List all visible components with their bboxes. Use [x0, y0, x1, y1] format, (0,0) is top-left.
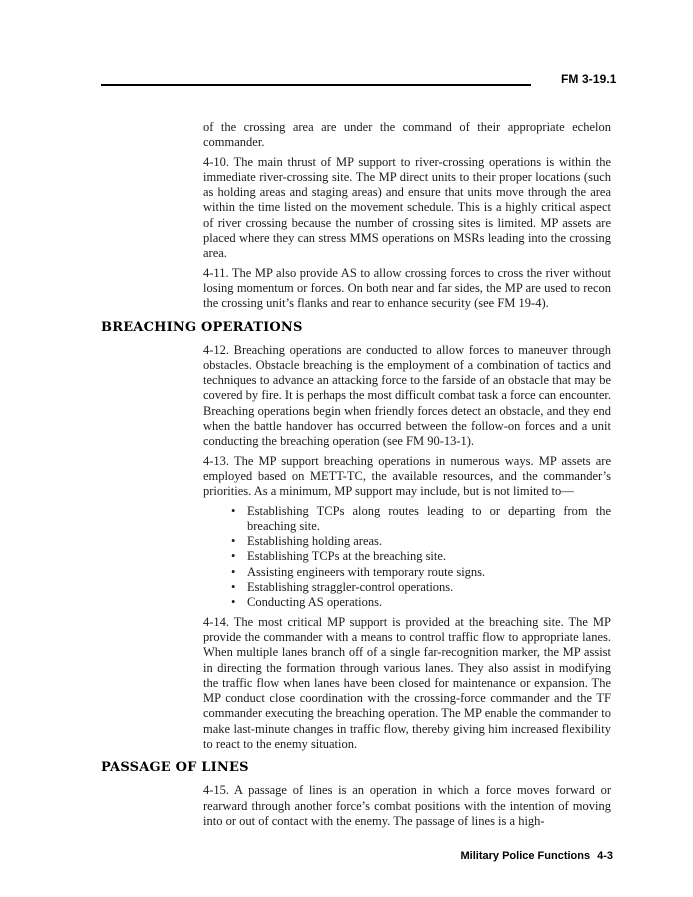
bullet-icon: •	[231, 503, 236, 518]
section-heading-breaching-operations: BREACHING OPERATIONS	[101, 319, 303, 335]
list-item-text: Establishing TCPs at the breaching site.	[247, 549, 447, 564]
section-heading-passage-of-lines: PASSAGE OF LINES	[101, 760, 249, 776]
paragraph-4-13: 4-13. The MP support breaching operations in numerous ways. MP assets are employed based on METT-TC, the available resources, and the commander’s priorities. As a minimum, MP support may include, but is not limited to—	[203, 453, 611, 499]
footer-section-title: Military Police Functions	[460, 850, 591, 862]
list-item-text: Establishing straggler-control operations.	[247, 580, 454, 595]
page-footer	[461, 850, 613, 862]
paragraph-4-12: 4-12. Breaching operations are conducted to allow forces to maneuver through obstacles. Obstacle breaching is the employment of a combination of tactics and techniques to advance an attacking force to the farside of an obstacle that may be covered by fire. It is perhaps the most difficult combat task a force can encounter. Breaching operations begin when friendly forces detect an obstacle, and they end when the battle handover has occurred between the follow-on forces and a unit conducting the breaching operation (see FM 90-13-1).	[203, 342, 611, 449]
list-item-text: Assisting engineers with temporary route signs.	[247, 564, 486, 579]
list-item-text: Establishing TCPs along routes leading to or departing from the breaching site.	[247, 503, 611, 533]
list-item	[203, 504, 611, 535]
list-item-text: Establishing holding areas.	[247, 534, 383, 549]
list-item	[203, 565, 611, 580]
paragraph-continuation: of the crossing area are under the command of their appropriate echelon commander.	[203, 120, 611, 150]
list-item	[203, 580, 611, 595]
list-item	[203, 534, 611, 549]
paragraph-4-10: 4-10. The main thrust of MP support to river-crossing operations is within the immediate river-crossing site. The MP direct units to their proper locations (such as holding areas and staging areas) and ensure that units move through the area within the time listed on the movement schedule. This is a highly critical aspect of river crossing because the number of crossing sites is limited. MP assets are placed where they can stress MMS operations on MSRs leading into the crossing area.	[203, 154, 611, 261]
bullet-icon: •	[231, 534, 236, 549]
paragraph-4-11: 4-11. The MP also provide AS to allow crossing forces to cross the river without losing momentum or forces. On both near and far sides, the MP are used to recon the crossing unit’s flanks and rear to enhance security (see FM 19-4).	[203, 265, 611, 311]
list-item-text: Conducting AS operations.	[247, 595, 383, 610]
page-content	[101, 120, 611, 833]
document-id: FM 3-19.1	[561, 72, 617, 86]
bullet-list	[203, 504, 611, 611]
footer-page-number: 4-3	[597, 850, 613, 862]
list-item	[203, 549, 611, 564]
bullet-icon: •	[231, 564, 236, 579]
header-rule	[101, 84, 531, 86]
bullet-icon: •	[231, 549, 236, 564]
paragraph-4-14: 4-14. The most critical MP support is provided at the breaching site. The MP provide the commander with a means to control traffic flow to appropriate lanes. When multiple lanes branch off of a single far-recognition marker, the MP assist in directing the formation through various lanes. They also assist in modifying the traffic flow when lanes have been closed for maintenance or expansion. The MP conduct close coordination with the crossing-force commander and the TF commander executing the breaching operation. The MP enable the commander to make last-minute changes in traffic flow, thereby giving him increased flexibility to react to the enemy situation.	[203, 614, 611, 751]
list-item	[203, 595, 611, 610]
paragraph-4-15: 4-15. A passage of lines is an operation in which a force moves forward or rearward through another force’s combat positions with the intention of moving into or out of contact with the enemy. The passage of lines is a high-	[203, 783, 611, 828]
bullet-icon: •	[231, 580, 236, 595]
bullet-icon: •	[231, 595, 236, 610]
